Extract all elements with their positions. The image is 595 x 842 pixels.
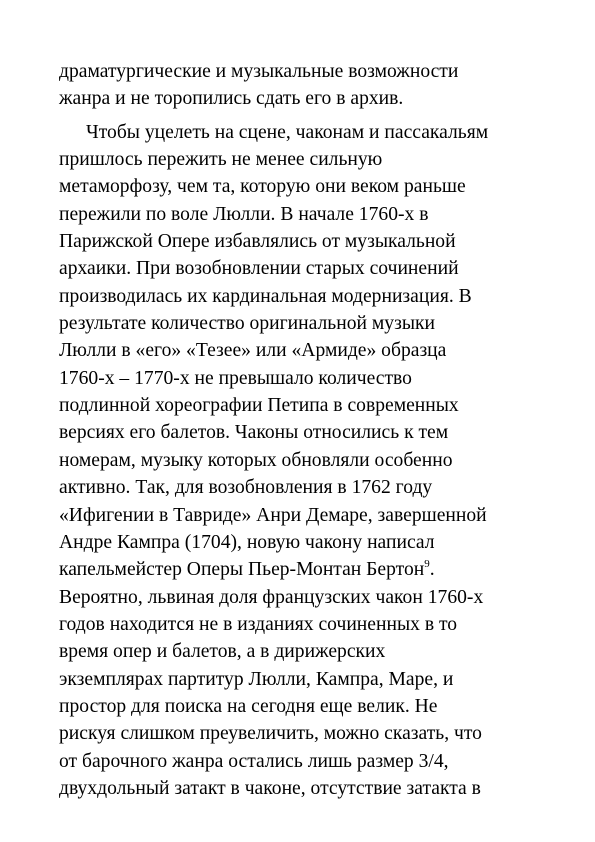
text-line: простор для поиска на сегодня еще велик. Не xyxy=(59,695,438,717)
text-line: Чтобы уцелеть на сцене, чаконам и пассакальям xyxy=(86,121,489,143)
text-line-with-footnote xyxy=(59,556,539,583)
text-line: активно. Так, для возобновления в 1762 году xyxy=(59,477,433,499)
text-line: экземплярах партитур Люлли, Кампра, Маре, и xyxy=(59,668,454,690)
body-text xyxy=(59,58,539,802)
text-line: Вероятно, львиная доля французских чакон 1760-х xyxy=(59,586,484,608)
text-line: от барочного жанра остались лишь размер 3/4, xyxy=(59,750,449,772)
text-line: версиях его балетов. Чаконы относились к тем xyxy=(59,422,449,444)
text-line: двухдольный затакт в чаконе, отсутствие затакта в xyxy=(59,777,481,799)
text-line: «Ифигении в Тавриде» Анри Демаре, завершенной xyxy=(59,504,487,526)
paragraph-1 xyxy=(59,58,539,113)
text-line: номерам, музыку которых обновляли особенно xyxy=(59,449,453,471)
text-line: жанра и не торопились сдать его в архив. xyxy=(59,88,404,110)
text-line: рискуя слишком преувеличить, можно сказать, что xyxy=(59,723,482,745)
text-line: Люлли в «его» «Тезее» или «Армиде» образца xyxy=(59,340,447,362)
text-line: подлинной хореографии Петипа в современных xyxy=(59,395,459,417)
text-line: Андре Кампра (1704), новую чакону написал xyxy=(59,531,435,553)
text-line: метаморфозу, чем та, которую они веком раньше xyxy=(59,176,466,198)
text-segment: капельмейстер Оперы Пьер-Монтан Бертон xyxy=(59,559,425,581)
footnote-reference[interactable]: 9 xyxy=(424,558,430,571)
text-line: время опер и балетов, а в дирижерских xyxy=(59,641,386,663)
text-line: драматургические и музыкальные возможности xyxy=(59,61,459,82)
text-line: результате количество оригинальной музыки xyxy=(59,313,435,335)
sentence-period: . xyxy=(429,559,435,581)
text-line: производилась их кардинальная модернизация. В xyxy=(59,285,472,307)
paragraph-2 xyxy=(59,119,539,803)
text-line: пришлось пережить не менее сильную xyxy=(59,149,383,171)
text-line: архаики. При возобновлении старых сочинений xyxy=(59,258,459,280)
text-line: Парижской Опере избавлялись от музыкальной xyxy=(59,231,456,253)
text-line: годов находится не в изданиях сочиненных в то xyxy=(59,613,458,635)
text-line: 1760-х – 1770-х не превышало количество xyxy=(59,367,412,389)
text-line: пережили по воле Люлли. В начале 1760-х в xyxy=(59,203,429,225)
